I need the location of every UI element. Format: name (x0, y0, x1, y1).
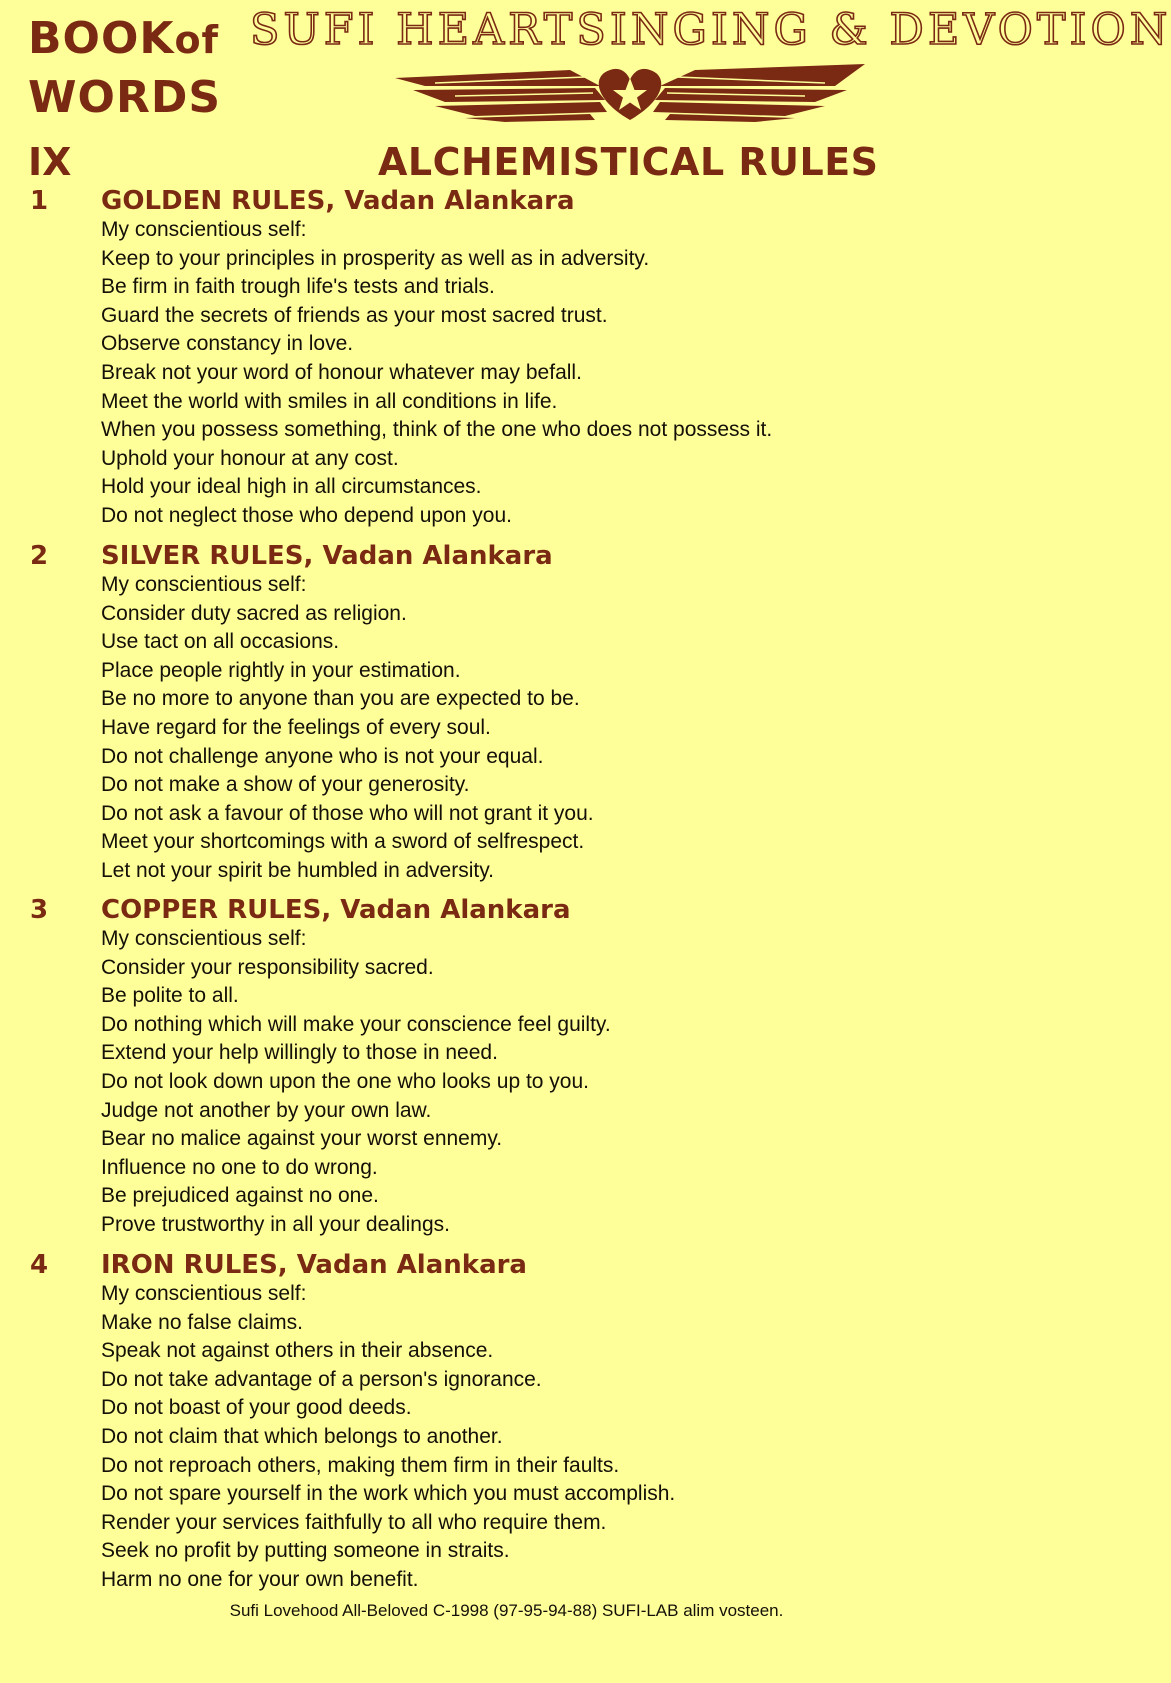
rule-line: Guard the secrets of friends as your most sacred trust. (101, 303, 608, 327)
rule-line: Harm no one for your own benefit. (101, 1567, 419, 1591)
book-title (28, 10, 221, 127)
rule-line: Meet your shortcomings with a sword of selfrespect. (101, 830, 585, 854)
rule-line: Be prejudiced against no one. (101, 1184, 379, 1208)
rule-line: My conscientious self: (101, 218, 307, 241)
section-number: IX (28, 140, 72, 184)
rule-line: Uphold your honour at any cost. (101, 446, 399, 470)
outlined-subtitle: SUFI HEARTSINGING & DEVOTION (250, 5, 1171, 55)
rule-line: Keep to your principles in prosperity as well as in adversity. (101, 246, 650, 270)
book-title-book: BOOK (28, 13, 175, 64)
rule-number: 2 (30, 541, 49, 571)
rule-line: Do not reproach others, making them firm in their faults. (101, 1453, 620, 1477)
book-title-of: of (174, 18, 220, 62)
rule-line: Do not make a show of your generosity. (101, 773, 470, 797)
rule-line: My conscientious self: (101, 573, 307, 596)
rule-line: Be firm in faith trough life's tests and trials. (101, 275, 495, 299)
book-title-words: WORDS (28, 72, 222, 123)
rule-line: Do not spare yourself in the work which you must accomplish. (101, 1482, 676, 1506)
rule-lines (101, 1280, 675, 1595)
rule-line: Speak not against others in their absence. (101, 1339, 494, 1363)
section-title: ALCHEMISTICAL RULES (378, 140, 879, 184)
rule-line: Do not claim that which belongs to another. (101, 1424, 503, 1448)
rule-line: Prove trustworthy in all your dealings. (101, 1212, 450, 1236)
rule-line: Do not neglect those who depend upon you. (101, 503, 512, 527)
rule-number: 1 (30, 186, 49, 216)
rule-line: Have regard for the feelings of every soul. (101, 715, 491, 739)
rule-line: Place people rightly in your estimation. (101, 658, 461, 682)
rule-line: Make no false claims. (101, 1310, 303, 1334)
rule-line: When you possess something, think of the one who does not possess it. (101, 418, 773, 442)
rule-line: Judge not another by your own law. (101, 1098, 432, 1122)
rule-line: Influence no one to do wrong. (101, 1155, 378, 1179)
copyright-footer: Sufi Lovehood All-Beloved C-1998 (97-95-94-88) SUFI-LAB alim vosteen. (229, 1601, 784, 1620)
winged-heart-star-icon (395, 56, 865, 122)
rule-line: Use tact on all occasions. (101, 630, 340, 654)
rule-line: Let not your spirit be humbled in adversity. (101, 858, 494, 882)
rule-line: Observe constancy in love. (101, 332, 354, 356)
rule-line: My conscientious self: (101, 1282, 307, 1305)
rule-line: Do not boast of your good deeds. (101, 1396, 412, 1420)
rule-line: Be polite to all. (101, 984, 239, 1008)
rule-line: Do not ask a favour of those who will not grant it you. (101, 801, 594, 825)
rule-line: Consider duty sacred as religion. (101, 601, 407, 625)
rule-lines (101, 925, 611, 1240)
rule-line: Seek no profit by putting someone in straits. (101, 1539, 510, 1563)
rule-line: Consider your responsibility sacred. (101, 955, 434, 979)
rule-line: Bear no malice against your worst ennemy. (101, 1127, 503, 1151)
rule-line: Extend your help willingly to those in need. (101, 1041, 498, 1065)
rule-heading: SILVER RULES, Vadan Alankara (101, 541, 553, 571)
rule-lines (101, 216, 772, 531)
rule-line: Be no more to anyone than you are expected to be. (101, 687, 580, 711)
rule-line: Render your services faithfully to all who require them. (101, 1510, 607, 1534)
rule-number: 4 (30, 1250, 49, 1280)
rule-line: Do nothing which will make your conscience feel guilty. (101, 1012, 611, 1036)
rule-line: Do not challenge anyone who is not your equal. (101, 744, 544, 768)
rule-lines (101, 571, 594, 886)
rule-line: Break not your word of honour whatever may befall. (101, 360, 582, 384)
rule-line: Do not look down upon the one who looks up to you. (101, 1069, 590, 1093)
rule-line: Hold your ideal high in all circumstances. (101, 475, 482, 499)
rule-heading: GOLDEN RULES, Vadan Alankara (101, 186, 575, 216)
rule-number: 3 (30, 895, 49, 925)
rule-line: Meet the world with smiles in all conditions in life. (101, 389, 558, 413)
rule-heading: IRON RULES, Vadan Alankara (101, 1250, 527, 1280)
rule-line: Do not take advantage of a person's ignorance. (101, 1367, 542, 1391)
rule-heading: COPPER RULES, Vadan Alankara (101, 895, 571, 925)
rule-line: My conscientious self: (101, 927, 307, 950)
